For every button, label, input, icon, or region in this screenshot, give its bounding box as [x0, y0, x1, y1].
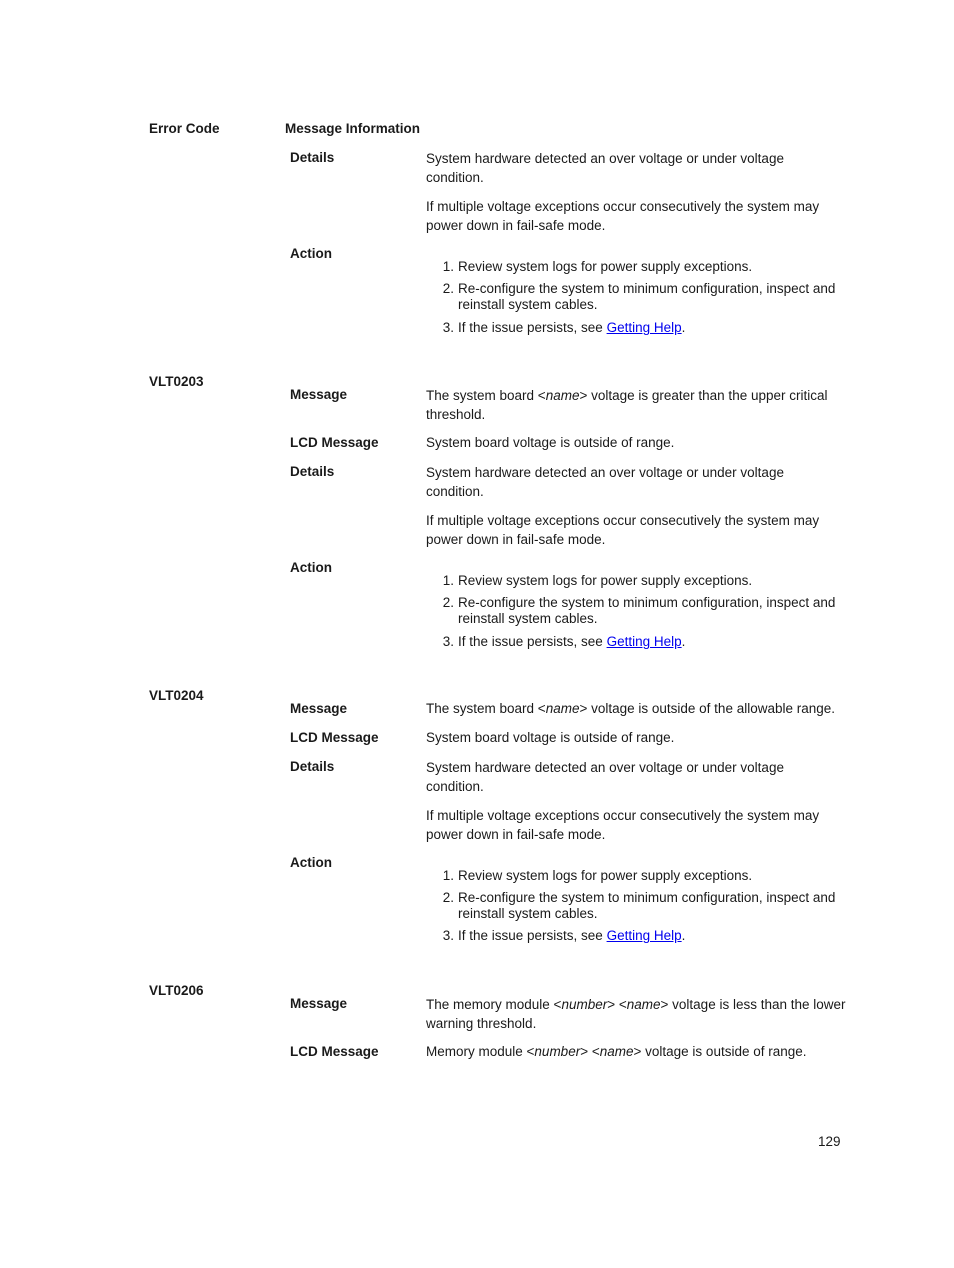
action-step-1: 1. Review system logs for power supply exceptions.	[442, 868, 753, 883]
message-text: The system board <name> voltage is greater than the upper critical threshold.	[426, 388, 828, 422]
getting-help-link[interactable]: Getting Help	[606, 928, 682, 943]
message-text: The system board <name> voltage is outside of the allowable range.	[426, 701, 836, 716]
details-text: System hardware detected an over voltage or under voltage condition.	[426, 760, 784, 794]
action-label: Action	[290, 560, 332, 575]
column-header-error-code: Error Code	[149, 121, 220, 136]
action-step-2: 2. Re-configure the system to minimum configuration, inspect and reinstall system cables.	[442, 281, 836, 312]
message-label: Message	[290, 387, 348, 402]
details-label: Details	[290, 150, 335, 165]
error-code: VLT0203	[149, 374, 204, 389]
action-step-1: 1. Review system logs for power supply exceptions.	[442, 259, 753, 274]
details-label: Details	[290, 759, 335, 774]
action-step-3: 3. If the issue persists, see Getting Help.	[442, 634, 686, 649]
column-header-message-information: Message Information	[285, 121, 421, 136]
getting-help-link[interactable]: Getting Help	[606, 634, 682, 649]
details-label: Details	[290, 464, 335, 479]
message-label: Message	[290, 701, 348, 716]
details-text-extra: If multiple voltage exceptions occur consecutively the system may power down in fail-safe mode.	[426, 199, 820, 233]
action-step-1: 1. Review system logs for power supply exceptions.	[442, 573, 753, 588]
lcd-message-text: Memory module <number> <name> voltage is outside of range.	[426, 1044, 807, 1059]
action-step-3: 3. If the issue persists, see Getting Help.	[442, 928, 686, 943]
message-label: Message	[290, 996, 348, 1011]
action-step-2: 2. Re-configure the system to minimum configuration, inspect and reinstall system cables.	[442, 595, 836, 626]
lcd-message-text: System board voltage is outside of range.	[426, 730, 675, 745]
lcd-message-label: LCD Message	[290, 730, 379, 745]
details-text-extra: If multiple voltage exceptions occur consecutively the system may power down in fail-safe mode.	[426, 808, 820, 842]
details-text-extra: If multiple voltage exceptions occur consecutively the system may power down in fail-safe mode.	[426, 513, 820, 547]
getting-help-link[interactable]: Getting Help	[606, 320, 682, 335]
action-step-3: 3. If the issue persists, see Getting Help.	[442, 320, 686, 335]
details-text: System hardware detected an over voltage or under voltage condition.	[426, 151, 784, 185]
details-text: System hardware detected an over voltage or under voltage condition.	[426, 465, 784, 499]
lcd-message-label: LCD Message	[290, 1044, 379, 1059]
action-label: Action	[290, 855, 332, 870]
action-step-2: 2. Re-configure the system to minimum configuration, inspect and reinstall system cables.	[442, 890, 836, 921]
lcd-message-text: System board voltage is outside of range.	[426, 435, 675, 450]
page-number: 129	[818, 1134, 841, 1149]
lcd-message-label: LCD Message	[290, 435, 379, 450]
message-text: The memory module <number> <name> voltage is less than the lower warning threshold.	[426, 997, 846, 1031]
action-label: Action	[290, 246, 332, 261]
error-code: VLT0206	[149, 983, 204, 998]
error-code: VLT0204	[149, 688, 204, 703]
